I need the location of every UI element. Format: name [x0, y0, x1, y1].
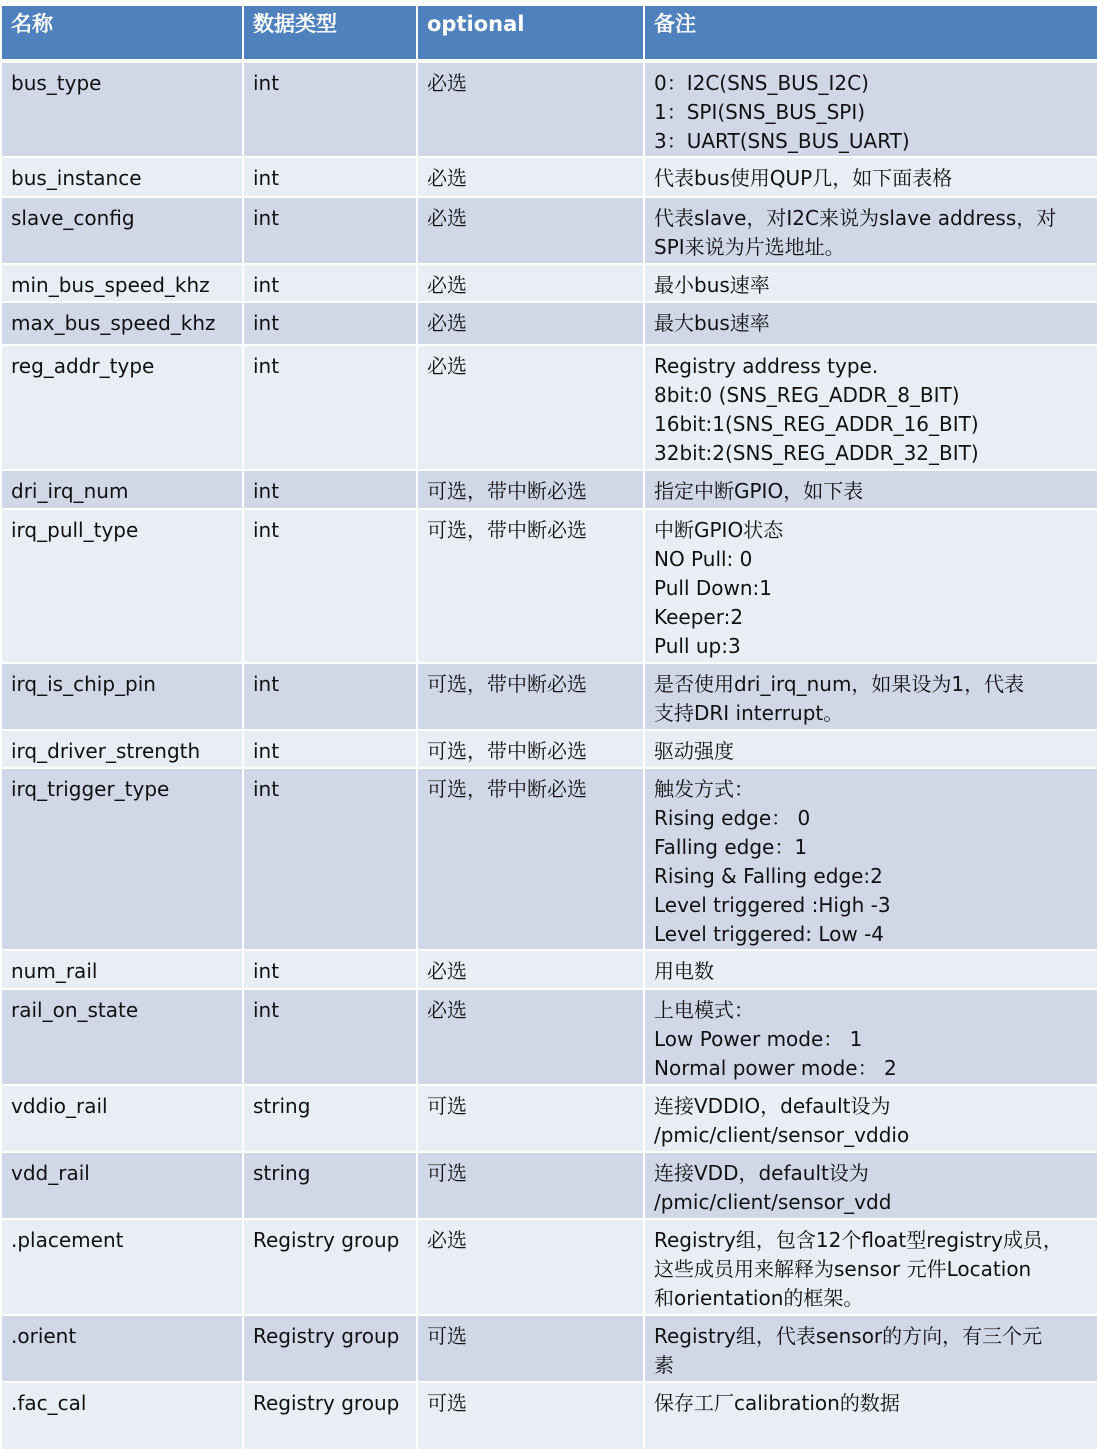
- note-line: Pull up:3: [654, 634, 741, 658]
- cell-type: int: [243, 157, 417, 197]
- table-row: [1, 509, 1097, 663]
- cell-note: [644, 470, 1097, 509]
- note-line: Registry组，包含12个float型registry成员，: [654, 1228, 1063, 1252]
- cell-type: Registry group: [243, 1315, 417, 1382]
- cell-optional: 必选: [417, 302, 644, 345]
- note-line: Registry组，代表sensor的方向，有三个元: [654, 1324, 1043, 1348]
- cell-name: reg_addr_type: [1, 345, 243, 470]
- cell-name: max_bus_speed_khz: [1, 302, 243, 345]
- cell-type: int: [243, 663, 417, 730]
- cell-name: bus_instance: [1, 157, 243, 197]
- table-row: [1, 470, 1097, 509]
- note-line: 和orientation的框架。: [654, 1286, 864, 1310]
- cell-type: string: [243, 1152, 417, 1219]
- table-row: [1, 1085, 1097, 1152]
- table-header-row: [1, 5, 1097, 61]
- note-line: Low Power mode： 1: [654, 1027, 863, 1051]
- table-row: [1, 1152, 1097, 1219]
- cell-name: vddio_rail: [1, 1085, 243, 1152]
- cell-name: irq_trigger_type: [1, 768, 243, 950]
- cell-name: bus_type: [1, 61, 243, 157]
- table-row: [1, 345, 1097, 470]
- cell-type: int: [243, 950, 417, 989]
- note-line: 连接VDD，default设为: [654, 1161, 869, 1185]
- note-line: 触发方式：: [654, 777, 754, 801]
- cell-name: .orient: [1, 1315, 243, 1382]
- note-line: Keeper:2: [654, 605, 744, 629]
- cell-type: int: [243, 730, 417, 768]
- cell-note: [644, 197, 1097, 264]
- cell-type: string: [243, 1085, 417, 1152]
- cell-name: irq_driver_strength: [1, 730, 243, 768]
- table-row: [1, 663, 1097, 730]
- cell-note: [644, 1152, 1097, 1219]
- header-type: 数据类型: [243, 5, 417, 61]
- table-row: [1, 302, 1097, 345]
- note-line: Rising & Falling edge:2: [654, 864, 883, 888]
- note-line: Pull Down:1: [654, 576, 772, 600]
- cell-note: [644, 157, 1097, 197]
- header-note: 备注: [644, 5, 1097, 61]
- cell-type: Registry group: [243, 1382, 417, 1450]
- cell-name: slave_config: [1, 197, 243, 264]
- cell-optional: 必选: [417, 950, 644, 989]
- cell-type: int: [243, 302, 417, 345]
- cell-note: [644, 989, 1097, 1085]
- cell-type: int: [243, 61, 417, 157]
- cell-optional: 可选: [417, 1152, 644, 1219]
- note-line: Falling edge：1: [654, 835, 808, 859]
- cell-note: [644, 1219, 1097, 1315]
- cell-optional: 必选: [417, 197, 644, 264]
- cell-note: [644, 509, 1097, 663]
- cell-name: .fac_cal: [1, 1382, 243, 1450]
- note-line: 驱动强度: [654, 739, 734, 763]
- cell-name: vdd_rail: [1, 1152, 243, 1219]
- table-row: [1, 1382, 1097, 1450]
- table-row: [1, 157, 1097, 197]
- note-line: SPI来说为片选地址。: [654, 235, 845, 259]
- cell-note: [644, 61, 1097, 157]
- note-line: 16bit:1(SNS_REG_ADDR_16_BIT): [654, 412, 979, 436]
- note-line: 这些成员用来解释为sensor 元件Location: [654, 1257, 1032, 1281]
- cell-type: int: [243, 768, 417, 950]
- cell-name: num_rail: [1, 950, 243, 989]
- cell-optional: 必选: [417, 1219, 644, 1315]
- cell-note: [644, 730, 1097, 768]
- note-line: 保存工厂calibration的数据: [654, 1391, 900, 1415]
- cell-optional: 必选: [417, 264, 644, 302]
- cell-optional: 可选，带中断必选: [417, 663, 644, 730]
- note-line: 素: [654, 1353, 674, 1377]
- cell-optional: 可选: [417, 1085, 644, 1152]
- note-line: 最小bus速率: [654, 273, 770, 297]
- note-line: 中断GPIO状态: [654, 518, 784, 542]
- note-line: Level triggered: Low -4: [654, 922, 885, 946]
- cell-optional: 可选: [417, 1315, 644, 1382]
- table-row: [1, 989, 1097, 1085]
- cell-name: min_bus_speed_khz: [1, 264, 243, 302]
- cell-type: int: [243, 197, 417, 264]
- cell-optional: 可选，带中断必选: [417, 470, 644, 509]
- cell-type: int: [243, 345, 417, 470]
- note-line: 1：SPI(SNS_BUS_SPI): [654, 100, 866, 124]
- table-row: [1, 950, 1097, 989]
- note-line: 代表bus使用QUP几，如下面表格: [654, 166, 953, 190]
- cell-note: [644, 345, 1097, 470]
- cell-note: [644, 302, 1097, 345]
- cell-type: int: [243, 264, 417, 302]
- note-line: /pmic/client/sensor_vdd: [654, 1190, 892, 1214]
- note-line: 最大bus速率: [654, 311, 770, 335]
- cell-note: [644, 768, 1097, 950]
- parameter-table: [0, 4, 1097, 1451]
- note-line: NO Pull: 0: [654, 547, 753, 571]
- table-body: [1, 61, 1097, 1450]
- cell-optional: 必选: [417, 989, 644, 1085]
- cell-note: [644, 950, 1097, 989]
- note-line: 代表slave，对I2C来说为slave address，对: [654, 206, 1057, 230]
- cell-optional: 必选: [417, 157, 644, 197]
- cell-name: irq_is_chip_pin: [1, 663, 243, 730]
- note-line: 指定中断GPIO，如下表: [654, 479, 864, 503]
- cell-type: int: [243, 989, 417, 1085]
- cell-type: int: [243, 509, 417, 663]
- note-line: 上电模式：: [654, 998, 754, 1022]
- note-line: 连接VDDIO，default设为: [654, 1094, 891, 1118]
- note-line: 3：UART(SNS_BUS_UART): [654, 129, 910, 153]
- note-line: Registry address type.: [654, 354, 879, 378]
- cell-note: [644, 1382, 1097, 1450]
- table-row: [1, 264, 1097, 302]
- table-row: [1, 730, 1097, 768]
- cell-name: irq_pull_type: [1, 509, 243, 663]
- note-line: 0：I2C(SNS_BUS_I2C): [654, 71, 869, 95]
- table-row: [1, 1219, 1097, 1315]
- cell-note: [644, 1315, 1097, 1382]
- cell-name: dri_irq_num: [1, 470, 243, 509]
- cell-type: int: [243, 470, 417, 509]
- cell-optional: 可选: [417, 1382, 644, 1450]
- cell-optional: 可选，带中断必选: [417, 509, 644, 663]
- note-line: Normal power mode： 2: [654, 1056, 897, 1080]
- table-row: [1, 768, 1097, 950]
- table-row: [1, 61, 1097, 157]
- cell-optional: 必选: [417, 345, 644, 470]
- table-row: [1, 1315, 1097, 1382]
- note-line: 8bit:0 (SNS_REG_ADDR_8_BIT): [654, 383, 960, 407]
- cell-optional: 可选，带中断必选: [417, 730, 644, 768]
- cell-name: rail_on_state: [1, 989, 243, 1085]
- cell-name: .placement: [1, 1219, 243, 1315]
- cell-optional: 可选，带中断必选: [417, 768, 644, 950]
- note-line: 用电数: [654, 959, 714, 983]
- table-row: [1, 197, 1097, 264]
- note-line: /pmic/client/sensor_vddio: [654, 1123, 910, 1147]
- cell-note: [644, 663, 1097, 730]
- cell-type: Registry group: [243, 1219, 417, 1315]
- header-name: 名称: [1, 5, 243, 61]
- note-line: Level triggered :High -3: [654, 893, 891, 917]
- note-line: Rising edge： 0: [654, 806, 811, 830]
- note-line: 32bit:2(SNS_REG_ADDR_32_BIT): [654, 441, 979, 465]
- note-line: 支持DRI interrupt。: [654, 701, 844, 725]
- note-line: 是否使用dri_irq_num，如果设为1，代表: [654, 672, 1025, 696]
- header-optional: optional: [417, 5, 644, 61]
- cell-note: [644, 1085, 1097, 1152]
- cell-optional: 必选: [417, 61, 644, 157]
- cell-note: [644, 264, 1097, 302]
